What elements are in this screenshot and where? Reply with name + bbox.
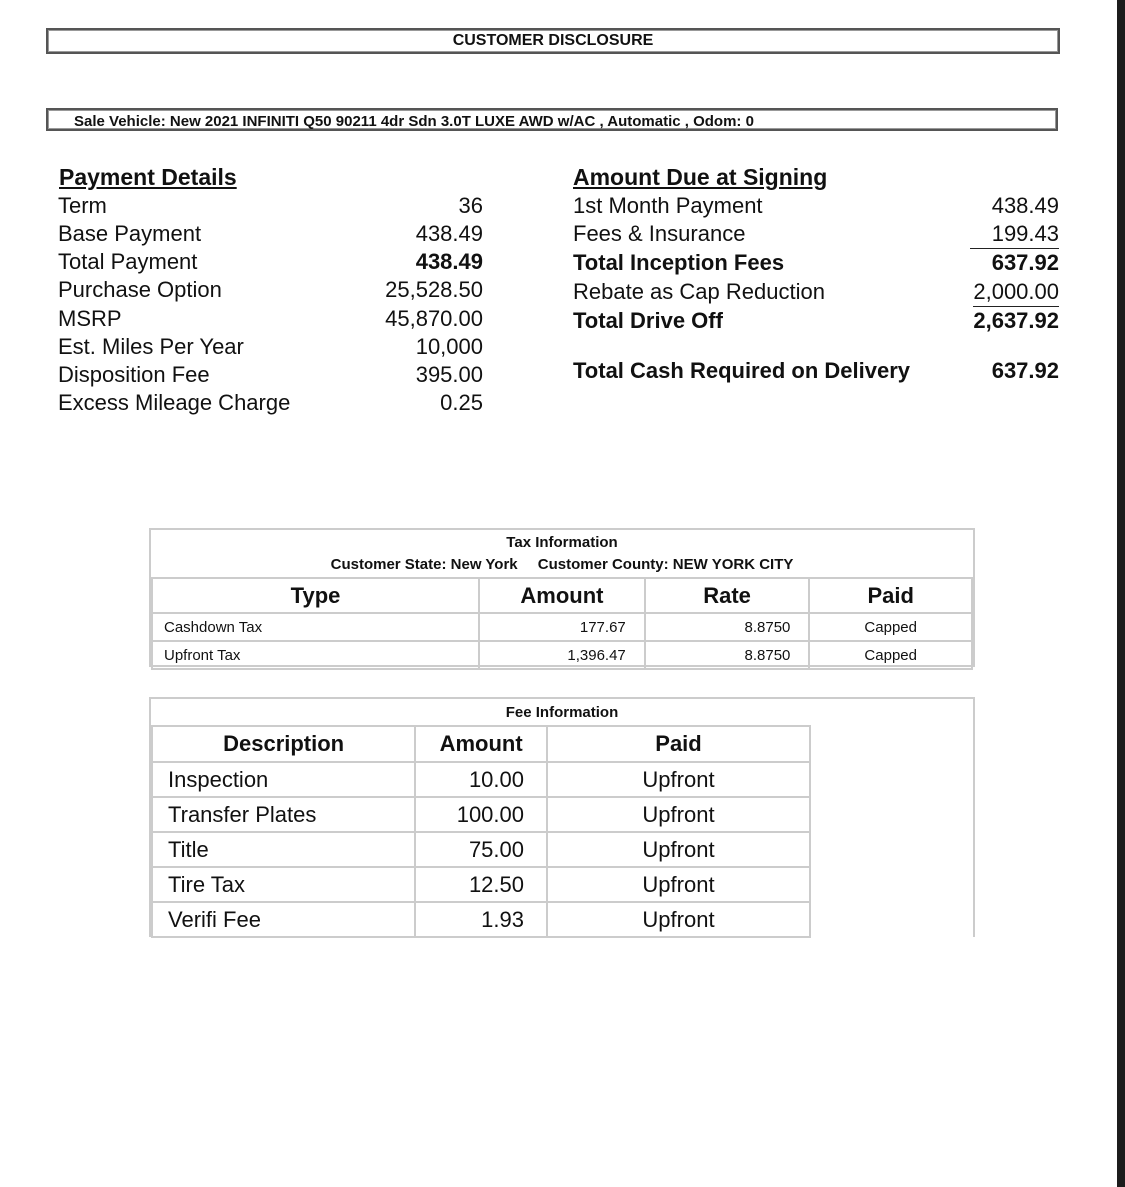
- table-header-row: [152, 578, 972, 613]
- payment-details-heading: Payment Details: [59, 164, 237, 190]
- column-header: Paid: [547, 726, 810, 762]
- due-row-fees-insurance: [573, 220, 1059, 248]
- payment-row-label: Est. Miles Per Year: [58, 334, 244, 359]
- due-row-label: Total Inception Fees: [573, 250, 785, 275]
- due-row-rebate: [573, 278, 1059, 306]
- table-cell: Verifi Fee: [152, 902, 415, 937]
- table-cell: Inspection: [152, 762, 415, 797]
- due-row-label: 1st Month Payment: [573, 193, 763, 218]
- due-row-total-cash: [573, 357, 1059, 385]
- table-cell: 1.93: [415, 902, 547, 937]
- total-cash-label: Total Cash Required on Delivery: [573, 358, 911, 383]
- payment-row-value: 438.49: [415, 249, 483, 274]
- due-row-value: 199.43: [970, 220, 1059, 249]
- column-header: Amount: [415, 726, 547, 762]
- table-cell: 75.00: [415, 832, 547, 867]
- page-title: CUSTOMER DISCLOSURE: [46, 28, 1060, 54]
- payment-row-label: Base Payment: [58, 221, 202, 246]
- table-cell: Upfront: [547, 797, 810, 832]
- tax-information-caption: Tax Information: [506, 534, 618, 551]
- column-header: Rate: [645, 578, 810, 613]
- payment-row-purchase-option: [58, 276, 483, 304]
- table-cell: 12.50: [415, 867, 547, 902]
- payment-row-value: 395.00: [415, 362, 483, 387]
- due-row-label: Fees & Insurance: [573, 221, 746, 246]
- table-cell: 10.00: [415, 762, 547, 797]
- sale-vehicle-line: Sale Vehicle: New 2021 INFINITI Q50 90211 4dr Sdn 3.0T LUXE AWD w/AC , Automatic , Odom: 0: [46, 108, 1058, 131]
- table-cell: Upfront: [547, 832, 810, 867]
- due-row-first-month: [573, 192, 1059, 220]
- table-row: [152, 762, 810, 797]
- payment-row-label: Term: [58, 193, 107, 218]
- payment-row-value: 10,000: [415, 334, 483, 359]
- tax-location-line: [151, 556, 973, 573]
- due-row-label: Total Drive Off: [573, 308, 723, 333]
- total-cash-value: 637.92: [991, 358, 1059, 383]
- payment-row-est-miles: [58, 333, 483, 361]
- table-row: [152, 613, 972, 641]
- payment-row-label: MSRP: [58, 306, 122, 331]
- due-row-value: 2,637.92: [973, 308, 1059, 333]
- table-cell: Upfront Tax: [152, 641, 479, 669]
- payment-row-value: 45,870.00: [385, 306, 483, 331]
- table-cell: 177.67: [479, 613, 645, 641]
- table-row: [152, 832, 810, 867]
- table-cell: 8.8750: [645, 641, 810, 669]
- table-row: [152, 797, 810, 832]
- payment-row-label: Disposition Fee: [58, 362, 210, 387]
- table-cell: Capped: [809, 613, 972, 641]
- table-cell: Upfront: [547, 762, 810, 797]
- payment-row-label: Total Payment: [58, 249, 198, 274]
- table-cell: Title: [152, 832, 415, 867]
- column-header: Paid: [809, 578, 972, 613]
- column-header: Description: [152, 726, 415, 762]
- payment-row-msrp: [58, 305, 483, 333]
- table-cell: Cashdown Tax: [152, 613, 479, 641]
- tax-table: [151, 577, 973, 670]
- payment-row-excess-mileage: [58, 389, 483, 417]
- table-cell: Upfront: [547, 867, 810, 902]
- payment-row-total-payment: [58, 248, 483, 276]
- table-cell: Upfront: [547, 902, 810, 937]
- due-row-value: 2,000.00: [973, 278, 1059, 307]
- amount-due-heading: Amount Due at Signing: [573, 164, 828, 190]
- column-header: Type: [152, 578, 479, 613]
- customer-state: Customer State: New York: [330, 556, 518, 573]
- fee-information-caption: Fee Information: [505, 704, 619, 721]
- table-cell: 1,396.47: [479, 641, 645, 669]
- payment-row-label: Excess Mileage Charge: [58, 390, 291, 415]
- table-cell: 100.00: [415, 797, 547, 832]
- payment-row-value: 25,528.50: [385, 277, 483, 302]
- payment-row-value: 36: [458, 193, 483, 218]
- customer-county: Customer County: NEW YORK CITY: [537, 556, 794, 573]
- payment-row-term: [58, 192, 483, 220]
- due-row-value: 438.49: [991, 193, 1059, 218]
- payment-row-value: 0.25: [440, 390, 483, 415]
- table-cell: Capped: [809, 641, 972, 669]
- payment-row-base-payment: [58, 220, 483, 248]
- fee-information-box: [149, 697, 975, 937]
- payment-row-value: 438.49: [415, 221, 483, 246]
- table-row: [152, 902, 810, 937]
- table-row: [152, 641, 972, 669]
- payment-row-label: Purchase Option: [58, 277, 222, 302]
- tax-information-box: [149, 528, 975, 667]
- fee-table: [151, 725, 811, 938]
- table-row: [152, 867, 810, 902]
- due-row-total-inception: [573, 249, 1059, 277]
- table-cell: Transfer Plates: [152, 797, 415, 832]
- column-header: Amount: [479, 578, 645, 613]
- table-header-row: [152, 726, 810, 762]
- payment-row-disposition-fee: [58, 361, 483, 389]
- due-row-label: Rebate as Cap Reduction: [573, 279, 825, 304]
- table-cell: 8.8750: [645, 613, 810, 641]
- due-row-total-drive-off: [573, 307, 1059, 335]
- table-cell: Tire Tax: [152, 867, 415, 902]
- due-row-value: 637.92: [991, 250, 1059, 275]
